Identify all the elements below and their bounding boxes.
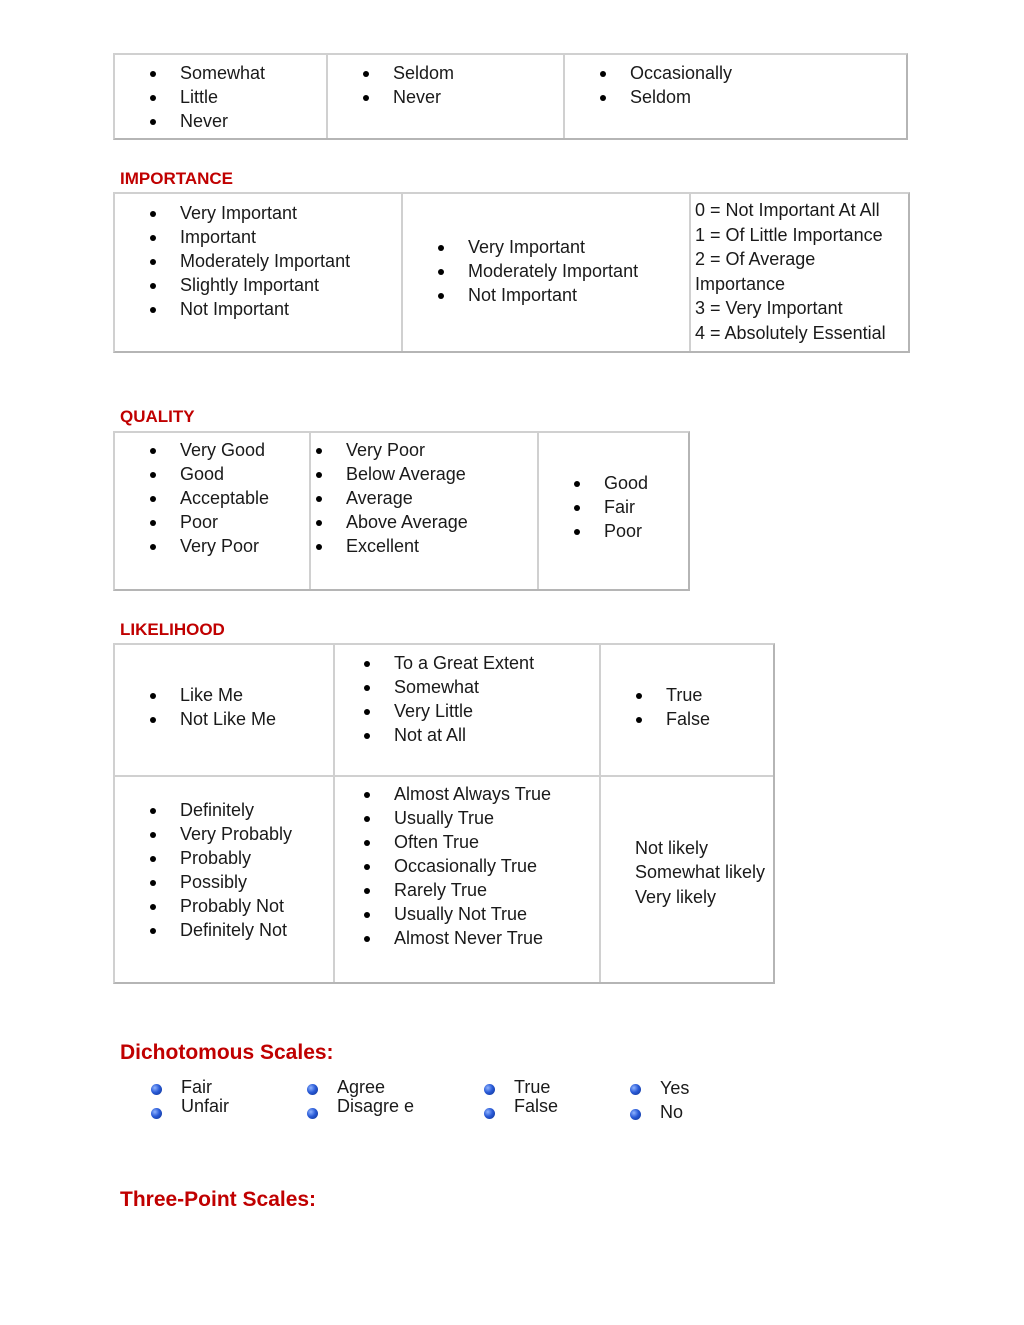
list-item: Often True: [329, 830, 599, 854]
list-item: Like Me: [115, 683, 276, 707]
list-item: Almost Always True: [329, 782, 599, 806]
blue-bullet-icon: [484, 1084, 495, 1095]
likelihood-scale-table: [113, 643, 775, 984]
list-item: Never: [328, 85, 563, 109]
rating-line: Importance: [695, 273, 786, 294]
quality-col-3: [539, 433, 688, 589]
scale-option: Yes: [630, 1076, 689, 1100]
importance-col-2: [403, 194, 691, 351]
list-item: Not Like Me: [115, 707, 276, 731]
rating-line: 0 = Not Important At All: [695, 200, 880, 220]
likelihood-option: Somewhat likely: [635, 862, 766, 883]
dichotomous-pair-yes: [630, 1076, 689, 1124]
list-item: Not at All: [329, 723, 599, 747]
list-item: Somewhat: [115, 61, 326, 85]
scale-option: Disagre e: [307, 1097, 414, 1116]
list-item: Poor: [539, 519, 648, 543]
dichotomous-pair-true: [484, 1078, 558, 1116]
list-item: Excellent: [281, 534, 537, 558]
list-item: Poor: [115, 510, 309, 534]
list-item: Definitely Not: [115, 918, 292, 942]
dichotomous-pair-fair: [151, 1078, 229, 1116]
list-item: Usually True: [329, 806, 599, 830]
importance-heading: IMPORTANCE: [120, 169, 234, 188]
likelihood-r1-col-3: [601, 645, 773, 775]
quality-scale-table: [113, 431, 690, 591]
list-item: Very Probably: [115, 822, 292, 846]
blue-bullet-icon: [151, 1108, 162, 1119]
likelihood-row-1: [115, 645, 773, 777]
list-item: Occasionally True: [329, 854, 599, 878]
likelihood-r2-col-3: [601, 777, 773, 982]
rating-line: 1 = Of Little Importance: [695, 224, 883, 245]
rating-line: 2 = Of Average: [695, 249, 816, 269]
list-item: Very Poor: [115, 534, 309, 558]
likelihood-row-2: [115, 777, 773, 982]
rating-line: 4 = Absolutely Essential: [695, 322, 886, 343]
importance-col-1: [115, 194, 403, 351]
list-item: Definitely: [115, 798, 292, 822]
list-item: Probably Not: [115, 894, 292, 918]
list-item: Seldom: [328, 61, 563, 85]
quality-heading: QUALITY: [120, 407, 195, 426]
scale-option: True: [484, 1078, 558, 1097]
frequency-col-3: [565, 55, 906, 138]
list-item: False: [601, 707, 710, 731]
list-item: Seldom: [565, 85, 906, 109]
likelihood-r2-col-2: [335, 777, 601, 982]
list-item: Somewhat: [329, 675, 599, 699]
list-item: Acceptable: [115, 486, 309, 510]
list-item: Moderately Important: [403, 259, 638, 283]
list-item: True: [601, 683, 710, 707]
scale-option: Agree: [307, 1078, 414, 1097]
likelihood-option: Very likely: [635, 886, 717, 907]
list-item: Rarely True: [329, 878, 599, 902]
list-item: Little: [115, 85, 326, 109]
scale-option: No: [630, 1100, 689, 1124]
list-item: Possibly: [115, 870, 292, 894]
dichotomous-heading: Dichotomous Scales:: [120, 1041, 334, 1064]
importance-scale-table: [113, 192, 910, 353]
list-item: Very Good: [115, 438, 309, 462]
list-item: Usually Not True: [329, 902, 599, 926]
list-item: Fair: [539, 495, 648, 519]
list-item: Below Average: [281, 462, 537, 486]
likelihood-r1-col-1: [115, 645, 335, 775]
list-item: Very Important: [403, 235, 638, 259]
dichotomous-pair-agree: [307, 1078, 414, 1116]
list-item: Moderately Important: [115, 249, 401, 273]
importance-col-3: [691, 194, 908, 351]
list-item: Very Poor: [281, 438, 537, 462]
list-item: Good: [115, 462, 309, 486]
scale-option: Fair: [151, 1078, 229, 1097]
list-item: Slightly Important: [115, 273, 401, 297]
rating-line: 3 = Very Important: [695, 298, 843, 318]
list-item: Almost Never True: [329, 926, 599, 950]
blue-bullet-icon: [307, 1108, 318, 1119]
list-item: Probably: [115, 846, 292, 870]
likelihood-r2-col-1: [115, 777, 335, 982]
frequency-col-2: [328, 55, 565, 138]
list-item: Not Important: [115, 297, 401, 321]
likelihood-option: Not likely: [635, 837, 709, 858]
quality-col-2: [311, 433, 539, 589]
list-item: Not Important: [403, 283, 638, 307]
three-point-heading: Three-Point Scales:: [120, 1188, 317, 1211]
blue-bullet-icon: [307, 1084, 318, 1095]
blue-bullet-icon: [630, 1109, 641, 1120]
list-item: To a Great Extent: [329, 651, 599, 675]
list-item: Average: [281, 486, 537, 510]
blue-bullet-icon: [151, 1084, 162, 1095]
scale-option: False: [484, 1097, 558, 1116]
list-item: Occasionally: [565, 61, 906, 85]
blue-bullet-icon: [630, 1084, 641, 1095]
list-item: Above Average: [281, 510, 537, 534]
likelihood-heading: LIKELIHOOD: [120, 620, 225, 639]
blue-bullet-icon: [484, 1108, 495, 1119]
list-item: Very Important: [115, 201, 401, 225]
frequency-scale-table: [113, 53, 908, 140]
list-item: Good: [539, 471, 648, 495]
list-item: Important: [115, 225, 401, 249]
scale-option: Unfair: [151, 1097, 229, 1116]
list-item: Very Little: [329, 699, 599, 723]
likelihood-r1-col-2: [335, 645, 601, 775]
frequency-col-1: [115, 55, 328, 138]
list-item: Never: [115, 109, 326, 133]
